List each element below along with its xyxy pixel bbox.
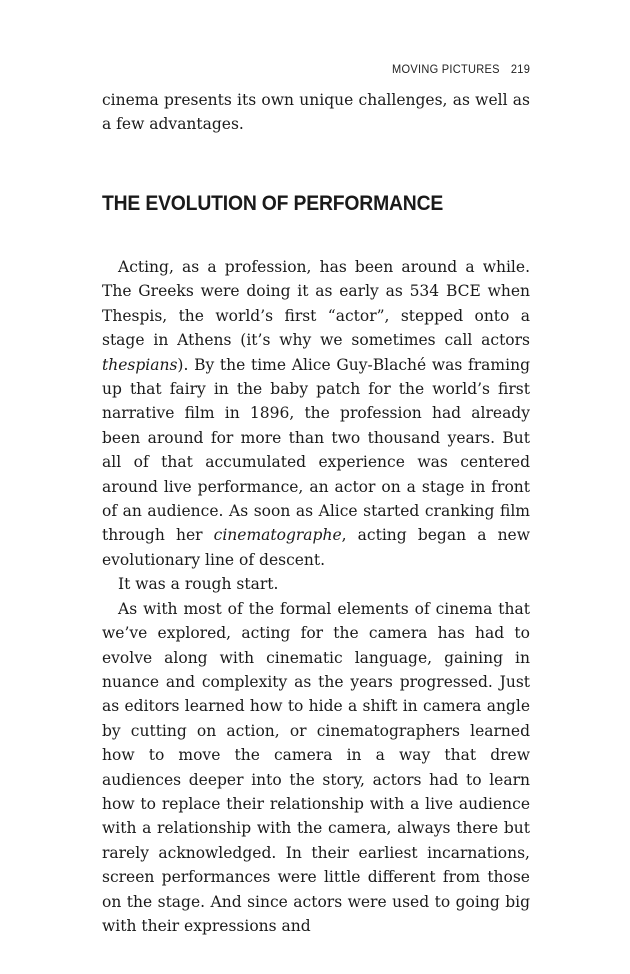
italic-thespians: thespians [102,355,178,374]
intro-block [102,88,530,137]
paragraph-1-part-b: ). By the time Alice Guy-Blaché was framing up that fairy in the baby patch for the world’s first narrative film in 1896, the profession had already been around for more than two thousand years. But all of that accumulated experience was centered around live performance, an actor on a stage in front of an audience. As soon as Alice started cranking film through her [102,355,530,545]
running-title: MOVING PICTURES [391,62,500,76]
paragraph-1-part-c: , acting began a new evolutionary line of descent. [102,526,530,569]
paragraph-3: As with most of the formal elements of cinema that we’ve explored, acting for the camera has had to evolve along with cinematic language, gaining in nuance and complexity as the years progressed. Just as editors learned how to hide a shift in camera angle by cutting on action, or cinematographers learned how to move the camera in a way that drew audiences deeper into the story, actors had to learn how to replace their relationship with a live audience with a relationship with the camera, always there but rarely acknowledged. In their earliest incarnations, screen performances were little different from those on the stage. And since actors were used to going big with their expressions and [102,599,530,935]
running-head [392,62,530,76]
italic-cinematographe: cinematographe [213,526,342,545]
section-heading: THE EVOLUTION OF PERFORMANCE [102,191,444,215]
paragraph-2: It was a rough start. [118,575,279,594]
section-body [102,255,530,938]
paragraph-1-part-a: Acting, as a profession, has been around a while. The Greeks were doing it as early as 534 BCE when Thespis, the world’s first “actor”, stepped onto a stage in Athens (it’s why we sometimes call actors [102,258,530,350]
intro-paragraph: cinema presents its own unique challenges, as well as a few advantages. [102,91,530,134]
page-number: 219 [510,62,530,76]
paragraph-1 [102,255,530,572]
